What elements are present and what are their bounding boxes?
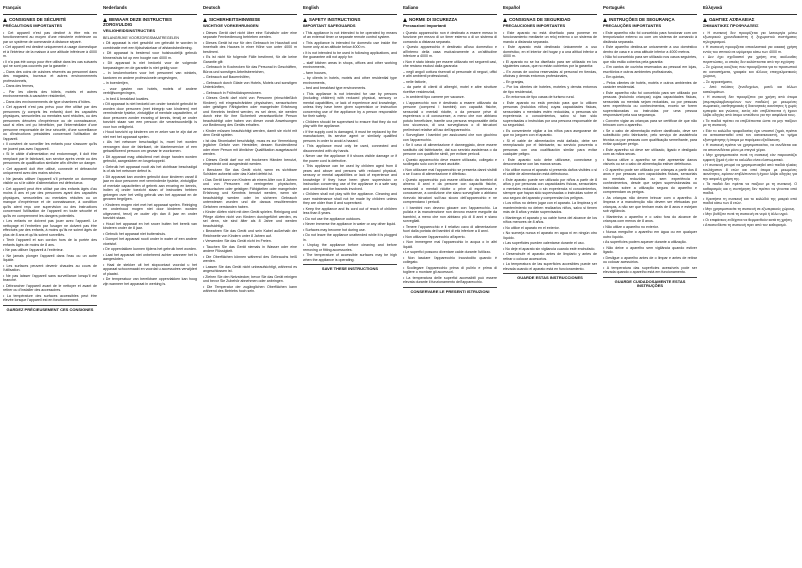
instruction-paragraph: • Das Gerät kann von Kindern ab einem Alter von 8 Jahren und von Personen mit verringerten physischen, sensorischen oder geistigen Fähigkeiten oder mangelnder Erfahrung und Kenntnis benutzt werden, wenn sie beaufsichtigt werden oder im sicheren Gebrauch unterwiesen wurden und die daraus resultierenden Gefahren verstanden haben. (203, 177, 297, 209)
section-heading (703, 17, 797, 22)
instruction-paragraph: • Benutzen Sie das Gerät nicht, wenn es sichtbare Schäden aufweist oder das Kabel defekt ist. (203, 167, 297, 177)
instruction-paragraph: • Se il cavo di alimentazione è danneggiato, deve essere sostituito dal fabbricante, dal suo servizio assistenza o da persone con qualifiche simili, per evitare pericoli. (403, 143, 497, 157)
instruction-paragraph: • Este aparato puede ser utilizado por niños a partir de 8 años y por personas con capacidades físicas, sensoriales o mentales reducidas o sin experiencia ni conocimientos, siempre que hayan sido supervisadas o instruidas sobre el uso seguro del aparato y comprendan los peligros. (503, 177, 597, 200)
instruction-paragraph: • Children shall not play with the appliance. Cleaning and user maintenance shall not be made by children unless they are older than 8 and supervised. (303, 192, 397, 206)
instruction-paragraph: • Nunca mergulhe o aparelho em água ou em qualquer outro líquido. (603, 230, 697, 239)
instruction-paragraph: • El aparato no se ha diseñado para ser utilizado en los siguientes casos, que no están cubiertos por la garantía: (503, 59, 597, 69)
instruction-paragraph: • Cet appareil est destiné uniquement à usage domestique et à l'intérieur de la maison à une altitude inférieure à 4000 m. (3, 45, 97, 59)
instruction-paragraph: • Desenchufe el aparato antes de limpiarlo y antes de retirar o colocar accesorios. (503, 252, 597, 261)
warning-triangle-icon (703, 18, 707, 22)
instruction-paragraph: • Mantenga el aparato y su cable fuera del alcance de los niños menores de 8 años. (503, 215, 597, 225)
instruction-paragraph: • Haal de stekker uit het stopcontact voordat u het apparaat schoonmaakt en voordat u accessoires verwijdert of plaatst. (103, 262, 197, 276)
instruction-paragraph: • Cet appareil n'est pas destiné à être mis en fonctionnement au moyen d'une minuterie extérieure ou par un système de commande à distance séparé. (3, 30, 97, 44)
instruction-paragraph: • Questo apparecchio può essere utilizzato da bambini di almeno 8 anni e da persone con capacità fisiche, sensoriali o mentali ridotte o prive di esperienza e conoscenze, a condizione che siano sorvegliate o abbiano ricevuto istruzioni sull'uso sicuro dell'apparecchio e ne comprendano i pericoli. (403, 177, 497, 205)
instruction-paragraph: • Tenir l'appareil et son cordon hors de la portée des enfants âgés de moins de 8 ans. (3, 238, 97, 247)
section-heading-text: SICHERHEITSHINWEISE (209, 16, 261, 22)
instruction-paragraph: • Non utilizzare l'apparecchio all'aperto. (403, 234, 466, 239)
instruction-paragraph: • Não utilize o aparelho no exterior. (603, 224, 659, 229)
instruction-paragraph: • Dieses Gerät ist nur für den Gebrauch im Haushalt und innerhalb des Hauses in einer Höhe von unter 4000 m bestimmt. (203, 40, 297, 54)
instruction-paragraph: • Il convient de surveiller les enfants pour s'assurer qu'ils ne jouent pas avec l'appareil. (3, 142, 97, 151)
separator-rule (103, 14, 197, 15)
instruction-paragraph: – Από πελάτες ξενοδοχείων, μοτέλ και άλλων καταλυμάτων. (703, 85, 797, 94)
instruction-paragraph: – Pelos clientes de hotéis, motéis e outros ambientes de carácter residencial. (603, 80, 697, 90)
instruction-paragraph: • Keep the appliance and its cord out of reach of children less than 8 years. (303, 206, 397, 216)
instruction-paragraph: • Verwenden Sie das Gerät nicht im Freien. (203, 239, 272, 244)
footer-rule (603, 277, 697, 278)
instruction-paragraph: • Η συσκευή μπορεί να χρησιμοποιηθεί από παιδιά ηλικίας τουλάχιστον 8 ετών και από άτομα με μειωμένες ικανότητες, εφόσον επιβλέπονται ή έχουν λάβει οδηγίες για την ασφαλή χρήση της. (703, 163, 797, 181)
section-heading-text: CONSIGNES DE SÉCURITÉ (9, 16, 67, 22)
instruction-paragraph: • Este aparato está destinado únicamente a uso doméstico, en el interior del hogar y a una altitud inferior a 4000 m. (503, 45, 597, 59)
footer-rule (403, 287, 497, 288)
instruction-paragraph: – farm houses, (303, 70, 327, 75)
instruction-paragraph: • Ne pas utiliser l'appareil à l'extérieur. (3, 248, 64, 253)
instruction-paragraph: • Τα παιδιά πρέπει να επιβλέπονται ώστε να μην παίζουν με τη συσκευή. (703, 118, 797, 128)
subsection-heading: PRECAUCIONES IMPORTANTES (503, 22, 566, 28)
instruction-paragraph: • Dit apparaat is bestemd voor huishoudelijk gebruik binnenshuis tot op een hoogte van 4000 m. (103, 51, 197, 60)
instruction-paragraph: • Es ist nicht für folgende Fälle bestimmt, für die keine Garantie gilt: (203, 55, 297, 64)
instruction-paragraph: • Never use the appliance if it shows visible damage or if the power cord is defective. (303, 154, 397, 163)
instruction-paragraph: • Los niños no deben jugar con el aparato. La limpieza y el mantenimiento no deben realizarlos niños, salvo si tienen más de 8 años y están supervisados. (503, 201, 597, 215)
subsection-heading: VEILIGHEIDSINSTRUCTIES (103, 27, 156, 33)
instruction-paragraph: – in keukenhoeken voor het personeel van winkels, kantoren en andere professionele omgevingen, (103, 71, 197, 80)
language-label: Deutsch (203, 5, 221, 10)
instruction-paragraph: • Kinder dürfen nicht mit dem Gerät spielen. Reinigung und Pflege dürfen nicht von Kindern durchgeführt werden, es sei denn, sie sind älter als 8 Jahre und werden beaufsichtigt. (203, 210, 297, 228)
instruction-paragraph: • Ist das Stromkabel beschädigt, muss es zur Vermeidung jeglicher Gefahr vom Hersteller, dessen Kundendienst oder einer Person mit ähnlicher Qualifikation ausgetauscht werden. (203, 138, 297, 157)
instruction-paragraph: • This appliance is not intended for use by persons (including children) with reduced physical, sensory or mental capabilities, or lack of experience and knowledge, unless they have been given supervision or instruction concerning use of the appliance by a person responsible for their safety. (303, 91, 397, 119)
section-heading-text: BEWAAR DEZE INSTRUCTIES ZORGVULDIG (103, 16, 172, 27)
instruction-paragraph: • This appliance is intended for domestic use inside the home only at an altitude below 4000 m. (303, 40, 397, 50)
language-label: Ελληνικά (703, 5, 723, 10)
instruction-paragraph: – bed and breakfast type environments. (303, 86, 367, 91)
instruction-paragraph: – Dans des environnements de type chambres d'hôtes. (3, 99, 91, 104)
subsection-heading: PRECAUÇÕES IMPORTANTES (603, 22, 662, 28)
instruction-paragraph: • This appliance is not intended to be operated by means of an external timer or separate remote control system. (303, 30, 397, 40)
instruction-paragraph: • Οι επιφάνειες ενδέχεται να θερμανθούν κατά τη χρήση. (703, 217, 793, 222)
section-heading (303, 17, 397, 22)
instruction-paragraph: – in bed & breakfast locaties. (103, 96, 150, 101)
separator-rule (403, 14, 497, 15)
language-column (203, 4, 297, 295)
instruction-paragraph: • Μην βυθίζετε ποτέ τη συσκευή σε νερό ή άλλο υγρό. (703, 212, 789, 217)
instruction-paragraph: • Als het netsnoer beschadigd is, moet het worden vervangen door de fabrikant, de klantenservice of een gekwalificeerd persoon om gevaar te voorkomen. (103, 140, 197, 154)
separator-rule (703, 14, 797, 15)
instruction-paragraph: • Este aparato no está diseñado para ponerse en funcionamiento mediante un reloj externo o un sistema de mando a distancia separado. (503, 30, 597, 44)
footer-rule (503, 273, 597, 274)
save-instructions-footer: GARDEZ PRÉCIEUSEMENT CES CONSIGNES (6, 306, 94, 312)
instruction-paragraph: – Par les clients des hôtels, motels et autres environnements à caractère résidentiel, (3, 89, 97, 99)
instruction-paragraph: • As crianças não devem brincar com o aparelho. A limpeza e a manutenção não devem ser efetuadas por crianças, a não ser que tenham mais de 8 anos e estejam sob vigilância. (603, 195, 697, 214)
subsection-heading: ΣΗΜΑΝΤΙΚΕΣ ΠΡΟΦΥΛΑΞΕΙΣ (703, 22, 759, 28)
instruction-paragraph: • Τα παιδιά δεν πρέπει να παίζουν με τη συσκευή. Ο καθαρισμός και η συντήρηση δεν πρέπει να γίνονται από παιδιά. (703, 182, 797, 196)
instruction-paragraph: • Do not use the appliance outdoors. (303, 216, 361, 221)
language-label: English (303, 5, 319, 10)
instruction-paragraph: • Dit apparaat is niet geschikt om gebruikt te worden in combinatie met een tijdschakelaar of afstandsbediening. (103, 41, 197, 50)
instruction-paragraph: • Dit apparaat is niet bedoeld om onder toezicht gebruikt te worden door personen (met inbegrip van kinderen) met verminderde fysieke, zintuiglijke of mentale capaciteiten, of door personen zonder ervaring of kennis, tenzij ze onder toezicht staan van een persoon die verantwoordelijk is voor hun veiligheid. (103, 102, 197, 129)
instruction-paragraph: • Unplug the appliance before cleaning and before removing or fitting accessories. (303, 243, 397, 252)
instruction-paragraph: • Κρατήστε τη συσκευή και το καλώδιό της μακριά από παιδιά κάτω των 8 ετών. (703, 196, 797, 206)
instruction-paragraph: • De oppervlakken kunnen tijdens het gebruik heet worden. (103, 247, 197, 252)
instruction-paragraph: • Si le câble d'alimentation est endommagé, il doit être remplacé par le fabricant, son service après vente ou des personnes de qualification similaire afin d'éviter un danger. (3, 152, 97, 166)
language-label: Português (603, 5, 625, 10)
instruction-paragraph: • Αποσυνδέστε τη συσκευή πριν από τον καθαρισμό. (703, 223, 787, 228)
instruction-paragraph: • No utilice nunca el aparato si presenta daños visibles o si el cable de alimentación está defectuoso. (503, 167, 597, 177)
instruction-paragraph: – Dans des fermes, (3, 84, 35, 89)
instruction-paragraph: • Die Oberflächen können während des Gebrauchs heiß werden. (203, 254, 297, 264)
instruction-paragraph: • Μην χρησιμοποιείτε τη συσκευή σε εξωτερικούς χώρους. (703, 206, 796, 211)
instruction-paragraph: • Este aparelho não foi concebido para funcionar com um temporizador externo ou com um sistema de comando à distância separado. (603, 30, 697, 44)
instruction-paragraph: • Η συσκευή δεν προορίζεται για χρήση από άτομα (συμπεριλαμβανομένων των παιδιών) με μειωμένες σωματικές, αισθητηριακές ή διανοητικές ικανότητες ή χωρίς εμπειρία και γνώσεις, εκτός εάν επιβλέπονται ή έχουν λάβει οδηγίες από άτομο υπεύθυνο για την ασφάλειά τους. (703, 95, 797, 118)
instruction-paragraph: – staff kitchen areas in shops, offices and other working environments, (303, 60, 397, 70)
instruction-paragraph: • Gebruik het apparaat niet buitenshuis. (103, 231, 166, 236)
instruction-paragraph: • Kinder müssen beaufsichtigt werden, damit sie nicht mit dem Gerät spielen. (203, 128, 297, 138)
instruction-paragraph: • Non immergere mai l'apparecchio in acqua o in altri liquidi. (403, 240, 497, 249)
language-column (703, 4, 797, 229)
section-heading (403, 17, 497, 22)
instruction-paragraph: • Surfaces may become hot during use. (303, 227, 366, 232)
section-heading-text: CONSIGNAS DE SEGURIDAD (509, 16, 571, 22)
instruction-paragraph: • De temperatuur van bereikbare oppervlakken kan hoog zijn wanneer het apparaat in werking is. (103, 277, 197, 286)
instruction-paragraph: • Este aparelho destina-se unicamente a uso doméstico dentro de casa e a uma altitude inferior a 4000 metros. (603, 45, 697, 54)
instruction-paragraph: • Si el cable de alimentación está dañado, debe ser reemplazado por el fabricante, su servicio posventa o personas con una cualificación similar para evitar cualquier peligro. (503, 138, 597, 157)
instruction-paragraph: • Non utilizzare mai l'apparecchio se presenta danni visibili o se il cavo di alimentazione è difettoso. (403, 167, 497, 177)
instruction-paragraph: • Εάν το καλώδιο τροφοδοσίας έχει υποστεί ζημιά, πρέπει να αντικατασταθεί από τον κατασκευαστή, το τμήμα εξυπηρέτησης ή άτομα με παρόμοια εξειδίκευση. (703, 128, 797, 142)
language-column (303, 4, 397, 274)
instruction-paragraph: • Cet appareil doit être utilisé, connecté et débranché uniquement avec des mains sèches. (3, 166, 97, 176)
language-column (403, 4, 497, 296)
instruction-paragraph: • Kinderen mogen niet met het apparaat spelen. Reiniging en onderhoud mogen niet door kinderen worden uitgevoerd, tenzij ze ouder zijn dan 8 jaar en onder toezicht staan. (103, 202, 197, 221)
language-column (103, 4, 197, 287)
language-label: Nederlands (103, 5, 127, 10)
instruction-paragraph: – Gebrauch in Frühstückspensionen. (203, 90, 262, 95)
instruction-paragraph: • Es conveniente vigilar a los niños para asegurarse de que no jueguen con el aparato. (503, 128, 597, 138)
instruction-paragraph: – voor gasten van hotels, motels of andere verblijfsomgevingen, (103, 86, 197, 96)
instruction-paragraph: • Este aparato solo debe utilizarse, conectarse y desconectarse con las manos secas. (503, 157, 597, 167)
instruction-paragraph: • La temperatura de las superficies accesibles puede ser elevada cuando el aparato está en funcionamiento. (503, 262, 597, 271)
instruction-paragraph: – Em quintas, (603, 75, 625, 80)
instruction-paragraph: • Children should be supervised to ensure that they do not play with the appliance. (303, 119, 397, 129)
instruction-paragraph: • No sumerja nunca el aparato en agua ni en ningún otro líquido. (503, 231, 597, 240)
language-column (3, 4, 97, 314)
instruction-paragraph: – negli angoli cottura riservati al personale di negozi, uffici e altri ambienti professionali, (403, 69, 497, 79)
instruction-paragraph: • Dieses Gerät darf nicht von Personen (einschließlich Kindern) mit eingeschränkten physischen, sensorischen oder geistigen Fähigkeiten oder mangelnder Erfahrung und Kenntnis bedient werden, es sei denn, sie werden durch eine für ihre Sicherheit verantwortliche Person beaufsichtigt oder haben von dieser vorab Anweisungen zur Bedienung des Geräts erhalten. (203, 96, 297, 128)
separator-rule (3, 14, 97, 15)
instruction-paragraph: • Scollegare l'apparecchio prima di pulirlo e prima di togliere o montare gli accessori. (403, 265, 497, 275)
instruction-paragraph: • Este aparelho não foi concebido para ser utilizado por pessoas (incluindo crianças) cujas capacidades físicas, sensoriais ou mentais sejam reduzidas, ou por pessoas sem experiência ou conhecimentos, exceto se forem supervisionadas ou instruídas por uma pessoa responsável pela sua segurança. (603, 90, 697, 118)
section-heading-text: ΟΔΗΓΙΕΣ ΑΣΦΑΛΕΙΑΣ (709, 16, 755, 22)
section-heading (103, 17, 197, 27)
warning-triangle-icon (3, 18, 7, 22)
save-instructions-footer: GUARDE CUIDADOSAMENTE ESTAS INSTRUÇÕES (614, 278, 686, 289)
instruction-paragraph: • Η συσκευή προορίζεται αποκλειστικά για οικιακή χρήση εντός του σπιτιού σε υψόμετρο κάτω των 4000 m. (703, 45, 797, 54)
instruction-paragraph: – Σε αγροκτήματα, (703, 79, 733, 84)
footer-rule (303, 264, 397, 265)
instruction-paragraph: • It is not intended to be used in following applications, and the guarantee will not apply for: (303, 50, 397, 60)
subsection-heading: PRÉCAUTIONS IMPORTANTES (3, 22, 63, 28)
instruction-paragraph: – Σε χώρους κουζίνας που προορίζονται για το προσωπικό σε καταστήματα, γραφεία και άλλους επαγγελματικούς χώρους, (703, 65, 797, 79)
instruction-paragraph: • Houd het apparaat en het snoer buiten het bereik van kinderen onder de 8 jaar. (103, 221, 197, 231)
instruction-paragraph: – En zonas de cocina reservadas al personal en tiendas, oficinas y demás entornos profesionales, (503, 69, 597, 79)
instruction-paragraph: • Never immerse the appliance in water or any other liquid. (303, 222, 397, 227)
instruction-paragraph: • Il n'a pas été conçu pour être utilisé dans les cas suivants qui ne sont pas couverts par la garantie : (3, 59, 97, 69)
warning-triangle-icon (303, 18, 307, 22)
instruction-paragraph: • Ziehen Sie den Netzstecker, bevor Sie das Gerät reinigen und bevor Sie Zubehör abnehmen oder anbringen. (203, 274, 297, 284)
instruction-paragraph: – Em cantos de cozinha reservados ao pessoal em lojas, escritórios e outros ambientes profissionais, (603, 65, 697, 74)
instruction-paragraph: • Non è stato ideato per essere utilizzato nei seguenti casi, che restano esclusi dalla garanzia: (403, 59, 497, 69)
footer-rule (3, 305, 97, 306)
instruction-paragraph: • Dit apparaat kan worden gebruikt door kinderen vanaf 8 jaar en door personen met verminderde fysieke, zintuiglijke of mentale capaciteiten of gebrek aan ervaring en kennis, indien zij onder toezicht staan of instructies hebben gekregen over het veilig gebruik van het apparaat en de gevaren begrijpen. (103, 174, 197, 202)
separator-rule (203, 14, 297, 15)
instruction-paragraph: • No deje el aparato sin vigilancia cuando esté enchufado. (503, 246, 596, 251)
instruction-paragraph: • Dieses Gerät darf nur mit trockenen Händen benutzt, eingesteckt und ausgesteckt werden. (203, 157, 297, 167)
instruction-paragraph: • Mantenha o aparelho e o cabo fora do alcance de crianças com menos de 8 anos. (603, 214, 697, 224)
instruction-paragraph: • Este aparelho só deve ser utilizado, ligado e desligado com as mãos secas. (603, 147, 697, 157)
save-instructions-footer: SAVE THESE INSTRUCTIONS (321, 266, 379, 272)
language-label: Italiano (403, 5, 419, 10)
instruction-paragraph: – Gebrauch durch Gäste von Hotels, Motels und sonstigen Unterkünften, (203, 80, 297, 90)
section-heading (503, 17, 597, 22)
instruction-paragraph: • The temperature of accessible surfaces may be high when the appliance is operating. (303, 253, 397, 262)
instruction-paragraph: • This appliance can be used by children aged from 8 years and above and persons with reduced physical, sensory or mental capabilities or lack of experience and knowledge if they have been given supervision or instruction concerning use of the appliance in a safe way and understand the hazards involved. (303, 164, 397, 191)
instruction-paragraph: • Ne jamais utiliser l'appareil s'il présente un dommage visible ou si le câble d'alimentation est défectueux. (3, 176, 97, 186)
instruction-paragraph: • Laat het apparaat niet onbeheerd achter wanneer het is aangesloten. (103, 252, 197, 262)
instruction-paragraph: • Lassen Sie das Gerät nicht unbeaufsichtigt, während es angeschlossen ist. (203, 264, 297, 274)
save-instructions-footer: CONSERVARE LE PRESENTI ISTRUZIONI (410, 288, 490, 294)
instruction-paragraph: • I bambini non devono giocare con l'apparecchio. La pulizia e la manutenzione non devono essere eseguite da bambini, a meno che non abbiano più di 8 anni e siano sorvegliati. (403, 205, 497, 224)
instruction-paragraph: • Questo apparecchio è destinato all'uso domestico e all'interno della casa esclusivamente a un'altitudine inferiore a 4000 m. (403, 45, 497, 59)
instruction-paragraph: • Gebruik het apparaat nooit als het zichtbaar beschadigd is of als het netsnoer defect is. (103, 164, 197, 174)
instruction-paragraph: • Δεν έχει σχεδιαστεί για χρήση στις ακόλουθες περιπτώσεις, οι οποίες δεν καλύπτονται από την εγγύηση: (703, 55, 797, 64)
instruction-paragraph: • Μην χρησιμοποιείτε ποτέ τη συσκευή εάν παρουσιάζει εμφανή ζημιά ή εάν το καλώδιο είναι ελαττωματικό. (703, 153, 797, 162)
instruction-paragraph: • Η συσκευή δεν προορίζεται για λειτουργία μέσω εξωτερικού χρονοδιακόπτη ή ξεχωριστού συστήματος τηλεχειρισμού. (703, 30, 797, 44)
instruction-paragraph: • No utilice el aparato en el exterior. (503, 225, 560, 230)
language-column (603, 4, 697, 291)
instruction-paragraph: – in boerderijen, (103, 81, 129, 86)
instruction-paragraph: • Débrancher l'appareil avant de le nettoyer et avant de retirer ou d'installer des accessoires. (3, 283, 97, 293)
instruction-paragraph: • L'apparecchio non è destinato a essere utilizzato da persone (compresi i bambini) con capacità fisiche, sensoriali o mentali ridotte, o da persone prive di esperienza o di conoscenze, a meno che non abbiano potuto beneficiare, tramite una persona responsabile della loro sicurezza, di una sorveglianza o di istruzioni preliminari relative all'uso dell'apparecchio. (403, 100, 497, 132)
instruction-paragraph: – in ambienti tipo camere per vacanze. (403, 95, 465, 100)
instruction-paragraph: • As superfícies podem aquecer durante a utilização. (603, 240, 687, 245)
instruction-paragraph: • Η συσκευή πρέπει να χρησιμοποιείται, να συνδέεται και να αποσυνδέεται μόνο με στεγνά χέρια. (703, 143, 797, 152)
instruction-paragraph: • Este aparato no está previsto para que lo utilicen personas (incluidos niños) cuyas capacidades físicas, sensoriales o mentales estén reducidas, o personas sin experiencia o conocimientos, salvo si han sido supervisadas o instruidas por una persona responsable de su seguridad. (503, 100, 597, 128)
language-column (503, 4, 597, 283)
instruction-paragraph: • Ne jamais plonger l'appareil dans l'eau ou un autre liquide. (3, 253, 97, 263)
section-heading-text: INSTRUÇÕES DE SEGURANÇA (609, 16, 675, 22)
instruction-paragraph: – Por los clientes de hoteles, moteles y demás entornos de tipo residencial, (503, 85, 597, 94)
language-label: Español (503, 5, 521, 10)
instruction-paragraph: • Convém vigiar as crianças para se certificar de que não brincam com o aparelho. (603, 118, 697, 128)
instruction-paragraph: – En granjas, (503, 79, 525, 84)
subsection-heading: IMPORTANT SAFEGUARDS (303, 22, 356, 28)
instruction-paragraph: • Sorvegliare i bambini per assicurarsi che non giochino con l'apparecchio. (403, 133, 497, 142)
instruction-paragraph: • Les surfaces peuvent devenir chaudes au cours de l'utilisation. (3, 263, 97, 273)
instruction-paragraph: • Não deixe o aparelho sem vigilância quando estiver ligado. (603, 245, 697, 255)
instruction-paragraph: • Se o cabo de alimentação estiver danificado, deve ser substituído pelo fabricante, pelo serviço de assistência técnica ou por pessoas com qualificação semelhante, para evitar qualquer perigo. (603, 128, 697, 147)
instruction-paragraph: • La température des surfaces accessibles peut être élevée lorsque l'appareil est en fonctionnement. (3, 293, 97, 303)
instruction-paragraph: • Nunca utilize o aparelho se este apresentar danos visíveis ou se o cabo de alimentação estiver defeituoso. (603, 157, 697, 167)
instruction-paragraph: BELANGRIJKE VOORZORGSMAATREGELEN (103, 35, 180, 40)
instruction-paragraph: • Tenere l'apparecchio e il relativo cavo di alimentazione fuori dalla portata dei bambini di età inferiore a 8 anni. (403, 224, 497, 234)
separator-rule (503, 14, 597, 15)
section-heading (3, 17, 97, 22)
instruction-paragraph: • Questo apparecchio deve essere utilizzato, collegato e scollegato solo con le mani asciutte. (403, 157, 497, 167)
instruction-paragraph: – da parte di clienti di alberghi, motel e altre strutture ricettive residenziali, (403, 85, 497, 94)
instruction-paragraph: – Gebrauch in Kochecken für das Personal in Geschäften, Büros und sonstigen Arbeitsbereichen, (203, 65, 297, 74)
section-heading-text: NORME DI SICUREZZA (409, 16, 458, 22)
separator-rule (303, 14, 397, 15)
instruction-paragraph: • Dit apparaat mag uitsluitend met droge handen worden gebruikt, aangesloten en losgekoppeld. (103, 154, 197, 164)
instruction-paragraph: • O aparelho pode ser utilizado por crianças a partir dos 8 anos e por pessoas com capacidades físicas, sensoriais ou mentais reduzidas ou sem experiência e conhecimentos, desde que sejam supervisionadas ou instruídas sobre a utilização segura do aparelho e compreendam os perigos. (603, 167, 697, 195)
instruction-paragraph: – Gebrauch auf Bauernhöfen, (203, 75, 251, 80)
instruction-paragraph: • Cet appareil n'est pas prévu pour être utilisé par des personnes (y compris les enfants) dont les capacités physiques, sensorielles ou mentales sont réduites, ou des personnes dénuées d'expérience ou de connaissance, sauf si elles ont pu bénéficier, par l'intermédiaire d'une personne responsable de leur sécurité, d'une surveillance ou d'instructions préalables concernant l'utilisation de l'appareil. (3, 105, 97, 141)
instruction-paragraph: • If the supply cord is damaged, it must be replaced by the manufacturer, its service agent or similarly qualified persons in order to avoid a hazard. (303, 129, 397, 143)
instruction-paragraph: • Desligue o aparelho antes de o limpar e antes de retirar ou colocar acessórios. (603, 255, 697, 265)
instruction-paragraph: • Questo apparecchio non è destinato a essere messo in funzione per mezzo di un timer esterno o di un sistema di comando a distanza separato. (403, 30, 497, 44)
instruction-paragraph: – Dans des coins de cuisines réservés au personnel dans des magasins, bureaux et autres environnements professionnels, (3, 69, 97, 83)
instruction-paragraph: • Les enfants ne doivent pas jouer avec l'appareil. Le nettoyage et l'entretien par l'usager ne doivent pas être effectués par des enfants, à moins qu'ils ne soient âgés de plus de 8 ans et qu'ils soient surveillés. (3, 219, 97, 237)
instruction-paragraph: • Ne pas laisser l'appareil sans surveillance lorsqu'il est branché. (3, 273, 97, 283)
section-heading (203, 17, 297, 22)
warning-triangle-icon (603, 18, 607, 22)
instruction-paragraph: • Dompel het apparaat nooit onder in water of een andere vloeistof. (103, 237, 197, 246)
instruction-paragraph: – En entornos de tipo casas de turismo rural. (503, 95, 575, 100)
warning-triangle-icon (203, 18, 207, 22)
instruction-paragraph: • Cet appareil peut être utilisé par des enfants âgés d'au moins 8 ans et par des personnes ayant des capacités physiques, sensorielles ou mentales réduites ou un manque d'expérience et de connaissance, à condition qu'ils aient reçu une supervision ou des instructions concernant l'utilisation de l'appareil en toute sécurité et qu'ils en comprennent les dangers potentiels. (3, 186, 97, 218)
instruction-paragraph: • Le superfici possono diventare calde durante l'utilizzo. (403, 250, 492, 255)
instruction-paragraph: • Tauchen Sie das Gerät niemals in Wasser oder eine andere Flüssigkeit. (203, 244, 297, 254)
separator-rule (603, 14, 697, 15)
section-heading (603, 17, 697, 22)
instruction-paragraph: • This appliance must only be used, connected and disconnected with dry hands. (303, 144, 397, 153)
instruction-paragraph: • Non lasciare l'apparecchio incustodito quando è collegato. (403, 255, 497, 265)
instruction-paragraph: • La temperatura delle superfici accessibili può essere elevata durante il funzionamento dell'apparecchio. (403, 275, 497, 285)
instruction-paragraph: • Dit apparaat is niet bedoeld voor de volgende toepassingen en de garantie is niet geldig voor: (103, 61, 197, 70)
warning-triangle-icon (503, 18, 507, 22)
save-instructions-footer: GUARDE ESTAS INSTRUCCIONES (517, 275, 583, 281)
section-heading-text: SAFETY INSTRUCTIONS (309, 16, 361, 22)
instruction-paragraph: – nelle fattorie, (403, 79, 427, 84)
subsection-heading: WICHTIGE VORKEHRUNGEN (203, 22, 259, 28)
language-label: Français (3, 5, 22, 10)
instruction-paragraph: • Bewahren Sie das Gerät und sein Kabel außerhalb der Reichweite von Kindern unter 8 Jahren auf. (203, 229, 297, 238)
warning-triangle-icon (403, 18, 407, 22)
instruction-paragraph: – by clients in hotels, motels and other residential type environments, (303, 76, 397, 85)
instruction-paragraph: • A temperatura das superfícies acessíveis pode ser elevada quando o aparelho está em funcionamento. (603, 265, 697, 275)
instruction-paragraph: • Houd toezicht op kinderen om er zeker van te zijn dat ze niet met het apparaat spelen. (103, 130, 197, 139)
instruction-paragraph: • Do not leave the appliance unattended while it is plugged in. (303, 233, 397, 242)
subsection-heading: Precauzioni importanti (403, 22, 447, 28)
instruction-paragraph: • Die Temperatur der zugänglichen Oberflächen kann während des Betriebs hoch sein. (203, 284, 297, 294)
instruction-paragraph: • Dieses Gerät darf nicht über eine Schaltuhr oder eine separate Fernbedienung betrieben werden. (203, 30, 297, 40)
instruction-paragraph: • Não foi concebido para ser utilizado nos casos seguintes, que não estão cobertos pela garantia: (603, 55, 697, 64)
instruction-paragraph: • Las superficies pueden calentarse durante el uso. (503, 241, 585, 246)
